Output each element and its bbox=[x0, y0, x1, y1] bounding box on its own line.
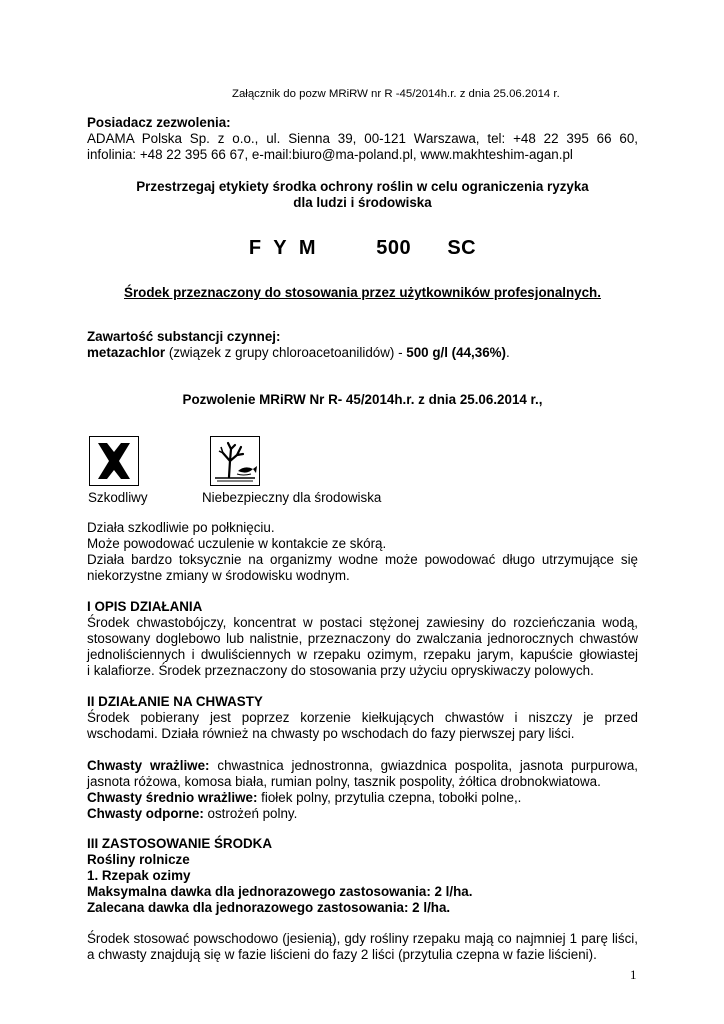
section1-line-2: stosowany doglebowo lub nalistnie, przeznaczony do zwalczania jednorocznych chwastów bbox=[87, 631, 638, 646]
section2-line-2: wschodami. Działa również na chwasty po wschodach do fazy pierwszej pary liści. bbox=[87, 726, 575, 741]
section3-heading: III ZASTOSOWANIE ŚRODKA bbox=[87, 836, 273, 851]
holder-contact-line: infolinia: +48 22 395 66 67, e-mail:biuro@ma-poland.pl, www.makhteshim-agan.pl bbox=[87, 147, 573, 162]
page-number: 1 bbox=[630, 967, 637, 982]
annex-reference: Załącznik do pozw MRiRW nr R -45/2014h.r. z dnia 25.06.2014 r. bbox=[232, 88, 560, 100]
risk-phrase-1: Działa szkodliwie po połknięciu. bbox=[87, 520, 275, 535]
medium-weeds-text: fiołek polny, przytulia czepna, tobołki polne,. bbox=[257, 790, 522, 805]
section1-heading: I OPIS DZIAŁANIA bbox=[87, 599, 203, 614]
warning-line-1: Przestrzegaj etykiety środka ochrony roślin w celu ograniczenia ryzyka bbox=[136, 179, 589, 194]
section1-line-1: Środek chwastobójczy, koncentrat w postaci stężonej zawiesiny do rozcieńczania wodą, bbox=[87, 615, 638, 630]
crops-heading: Rośliny rolnicze bbox=[87, 852, 190, 867]
risk-phrase-3a: Działa bardzo toksycznie na organizmy wodne może powodować długo utrzymujące się bbox=[87, 552, 638, 567]
resistant-weeds-label: Chwasty odporne: bbox=[87, 806, 204, 821]
medium-weeds-label: Chwasty średnio wrażliwe: bbox=[87, 790, 258, 805]
resistant-weeds-line bbox=[87, 806, 638, 822]
substance-end: . bbox=[506, 345, 510, 360]
risk-phrase-2: Może powodować uczulenie w kontakcie ze skórą. bbox=[87, 536, 387, 551]
section1-line-4: i kalafiorze. Środek przeznaczony do stosowania przy użyciu opryskiwaczy polowych. bbox=[87, 663, 594, 678]
resistant-weeds-text: ostrożeń polny. bbox=[203, 806, 298, 821]
medium-weeds-line bbox=[87, 790, 638, 806]
holder-address-line: ADAMA Polska Sp. z o.o., ul. Sienna 39, 00-121 Warszawa, tel: +48 22 395 66 60, bbox=[87, 131, 638, 146]
product-name: F Y M 500 SC bbox=[248, 237, 477, 259]
substance-group: (związek z grupy chloroacetoanilidów) - bbox=[165, 345, 407, 360]
section3-paragraph-line-2: a chwasty znajdują się w fazie liścieni do fazy 2 liści (przytulia czepna w fazie liścieni). bbox=[87, 947, 597, 962]
professional-use-note: Środek przeznaczony do stosowania przez użytkowników profesjonalnych. bbox=[124, 285, 601, 300]
crop-1-heading: 1. Rzepak ozimy bbox=[87, 868, 191, 883]
sensitive-weeds-text: chwastnica jednostronna, gwiazdnica pospolita, jasnota purpurowa, bbox=[209, 758, 638, 773]
substance-name: metazachlor bbox=[87, 345, 166, 360]
section3-paragraph-line-1: Środek stosować powschodowo (jesienią), gdy rośliny rzepaku mają co najmniej 1 parę liści, bbox=[87, 931, 638, 946]
substance-amount: 500 g/l (44,36%) bbox=[406, 345, 507, 360]
recommended-dose-line: Zalecana dawka dla jednorazowego zastosowania: 2 l/ha. bbox=[87, 900, 451, 915]
environment-svg bbox=[211, 437, 259, 485]
environment-dead-tree-fish-icon bbox=[210, 436, 260, 486]
section1-line-3: jednoliściennych i dwuliściennych w rzepaku ozimym, rzepaku jarym, kapuście głowiastej bbox=[87, 647, 638, 662]
harmful-x-icon bbox=[89, 436, 139, 486]
sensitive-weeds-label: Chwasty wrażliwe: bbox=[87, 758, 210, 773]
environment-label: Niebezpieczny dla środowiska bbox=[202, 490, 382, 505]
harmful-label: Szkodliwy bbox=[88, 490, 148, 505]
max-dose-line: Maksymalna dawka dla jednorazowego zastosowania: 2 l/ha. bbox=[87, 884, 473, 899]
sensitive-weeds-line-2: jasnota różowa, komosa biała, rumian polny, tasznik pospolity, żółtica drobnokwiatowa. bbox=[87, 774, 601, 789]
harmful-x-svg bbox=[90, 437, 138, 485]
risk-phrase-3b: niekorzystne zmiany w środowisku wodnym. bbox=[87, 568, 350, 583]
holder-heading: Posiadacz zezwolenia: bbox=[87, 115, 231, 130]
active-substance-heading: Zawartość substancji czynnej: bbox=[87, 329, 281, 344]
warning-line-2: dla ludzi i środowiska bbox=[293, 195, 432, 210]
permit-number: Pozwolenie MRiRW Nr R- 45/2014h.r. z dnia 25.06.2014 r., bbox=[182, 392, 543, 407]
section2-heading: II DZIAŁANIE NA CHWASTY bbox=[87, 694, 263, 709]
active-substance-line bbox=[87, 345, 638, 361]
section2-line-1: Środek pobierany jest poprzez korzenie kiełkujących chwastów i niszczy je przed bbox=[87, 710, 638, 725]
